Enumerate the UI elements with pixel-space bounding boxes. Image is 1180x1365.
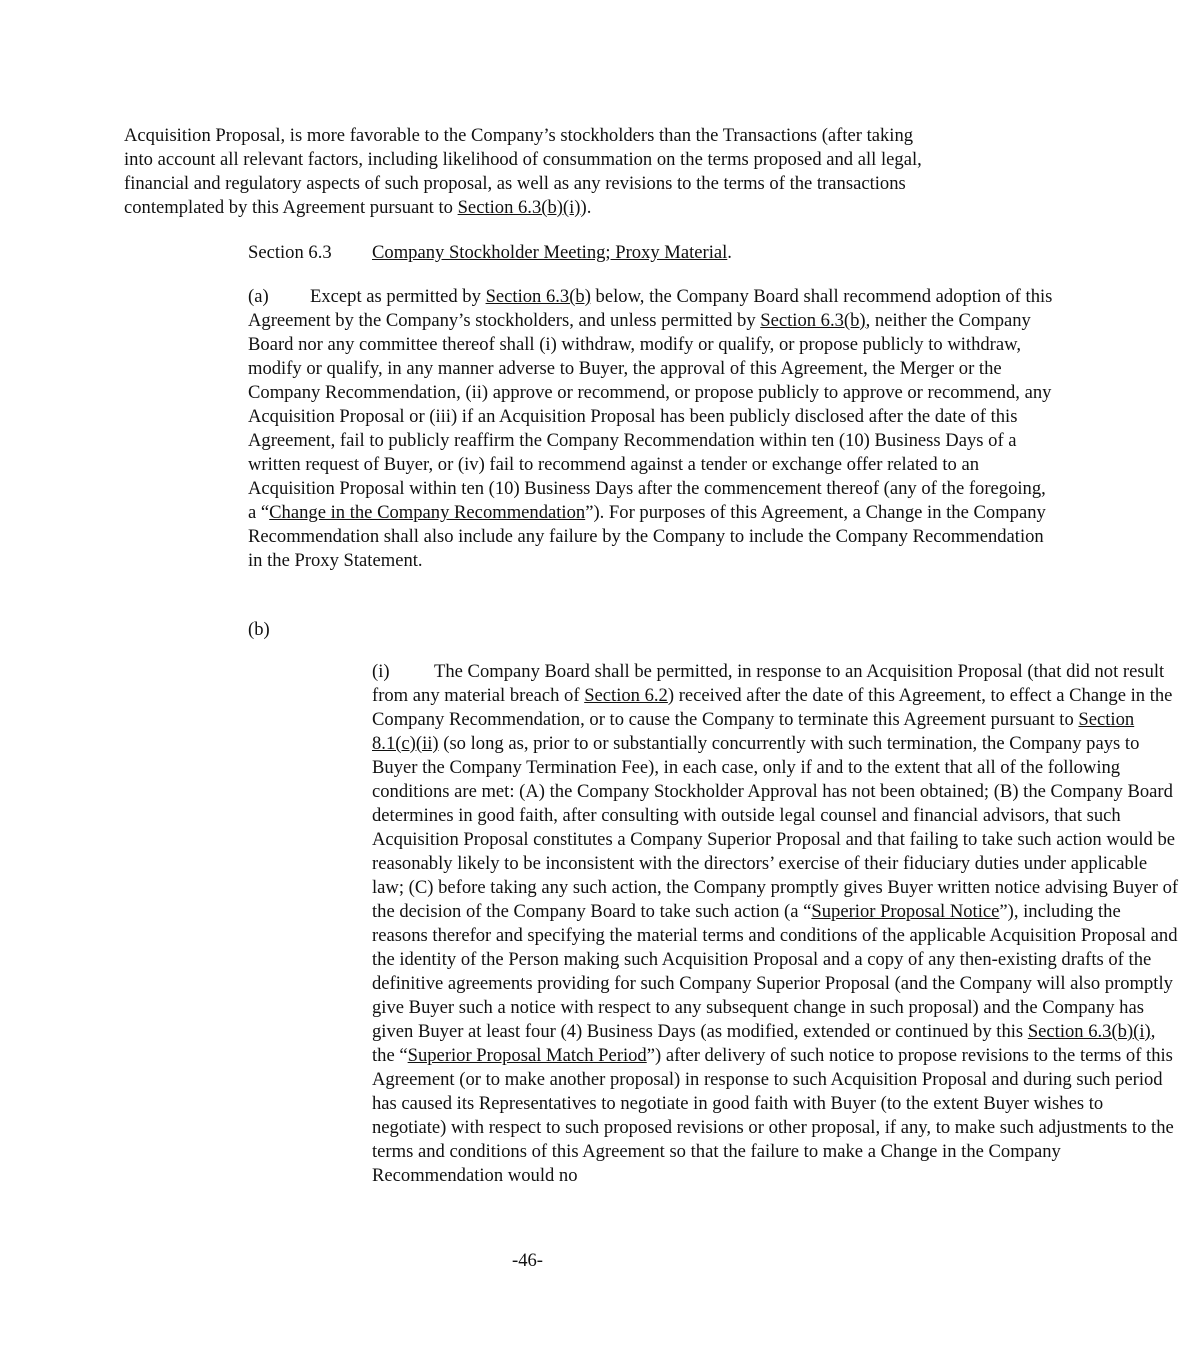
page-number: -46- [512, 1250, 543, 1271]
clause-label: (a) [248, 286, 269, 307]
section-reference: Section 6.3(b) [760, 310, 866, 331]
section-reference: Section 6.2 [584, 685, 668, 706]
paragraph-a [124, 285, 1056, 573]
section-heading [248, 241, 732, 265]
defined-term: Superior Proposal Match Period [407, 1045, 647, 1066]
text-run: below, the Company Board shall recommend adoption of this Agreement by the Company’s stockholders, and unless permitted by [248, 286, 1053, 331]
clause-label-b: (b) [248, 619, 270, 640]
section-number: Section 6.3 [248, 242, 332, 263]
clause-label: (i) [372, 661, 390, 682]
text-run: Acquisition Proposal, is more favorable to the Company’s stockholders than the Transactions (after taking into account all relevant factors, including likelihood of consummation on the terms proposed and all legal, financial and regulatory aspects of such proposal, as well as any revisions to the terms of the transactions contemplated by this Agreement pursuant to [124, 125, 922, 218]
defined-term: Change in the Company Recommendation [269, 502, 586, 523]
section-reference: Section 6.3(b)(i) [1027, 1021, 1151, 1042]
text-run: The Company Board shall be permitted, in response to an Acquisition Proposal (that did not result from any material breach of [372, 661, 1165, 706]
text-run: (so long as, prior to or substantially concurrently with such termination, the Company pays to Buyer the Company Termination Fee), in each case, only if and to the extent that all of the following conditions are met: (A) the Company Stockholder Approval has not been obtained; (B) the Company Board determines in good faith, after consulting with outside legal counsel and financial advisors, that such Acquisition Proposal constitutes a Company Superior Proposal and that failing to take such action would be reasonably likely to be inconsistent with the directors’ exercise of their fiduciary duties under applicable law; (C) before taking any such action, the Company promptly gives Buyer written notice advising Buyer of the decision of the Company Board to take such action (a “ [372, 733, 1179, 922]
text-run: . [727, 242, 732, 263]
text-run: ) received after the date of this Agreement, to effect a Change in the Company Recommendation, or to cause the Company to terminate this Agreement pursuant to [372, 685, 1173, 730]
section-reference: Section 6.3(b)(i) [457, 197, 581, 218]
section-reference: Section 8.1(c)(ii) [372, 709, 1135, 754]
text-run: Except as permitted by [310, 286, 486, 307]
section-title: Company Stockholder Meeting; Proxy Material [372, 242, 728, 263]
paragraph-b-i [124, 660, 1180, 1188]
text-run: ”) after delivery of such notice to propose revisions to the terms of this Agreement (or to make another proposal) in response to such Acquisition Proposal and during such period has caused its Representatives to negotiate in good faith with Buyer (to the extent Buyer wishes to negotiate) with respect to such proposed revisions or other proposal, if any, to make such adjustments to the terms and conditions of this Agreement so that the failure to make a Change in the Company Recommendation would no [372, 1045, 1174, 1186]
text-run: ). [580, 197, 592, 218]
defined-term: Superior Proposal Notice [811, 901, 1000, 922]
text-run: ”), including the reasons therefor and specifying the material terms and conditions of the applicable Acquisition Proposal and the identity of the Person making such Acquisition Proposal and a copy of any then-existing drafts of the definitive agreements providing for such Company Superior Proposal (and the Company will also promptly give Buyer such a notice with respect to any subsequent change in such proposal) and the Company has given Buyer at least four (4) Business Days (as modified, extended or continued by this [372, 901, 1178, 1042]
paragraph-continued [124, 124, 932, 220]
text-run: , the “ [372, 1021, 1156, 1066]
section-reference: Section 6.3(b) [485, 286, 591, 307]
text-run: ”). For purposes of this Agreement, a Change in the Company Recommendation shall also include any failure by the Company to include the Company Recommendation in the Proxy Statement. [248, 502, 1046, 571]
text-run: , neither the Company Board nor any committee thereof shall (i) withdraw, modify or qualify, or propose publicly to withdraw, modify or qualify, in any manner adverse to Buyer, the approval of this Agreement, the Merger or the Company Recommendation, (ii) approve or recommend, or propose publicly to approve or recommend, any Acquisition Proposal or (iii) if an Acquisition Proposal has been publicly disclosed after the date of this Agreement, fail to publicly reaffirm the Company Recommendation within ten (10) Business Days of a written request of Buyer, or (iv) fail to recommend against a tender or exchange offer related to an Acquisition Proposal within ten (10) Business Days after the commencement thereof (any of the foregoing, a “ [248, 310, 1052, 523]
